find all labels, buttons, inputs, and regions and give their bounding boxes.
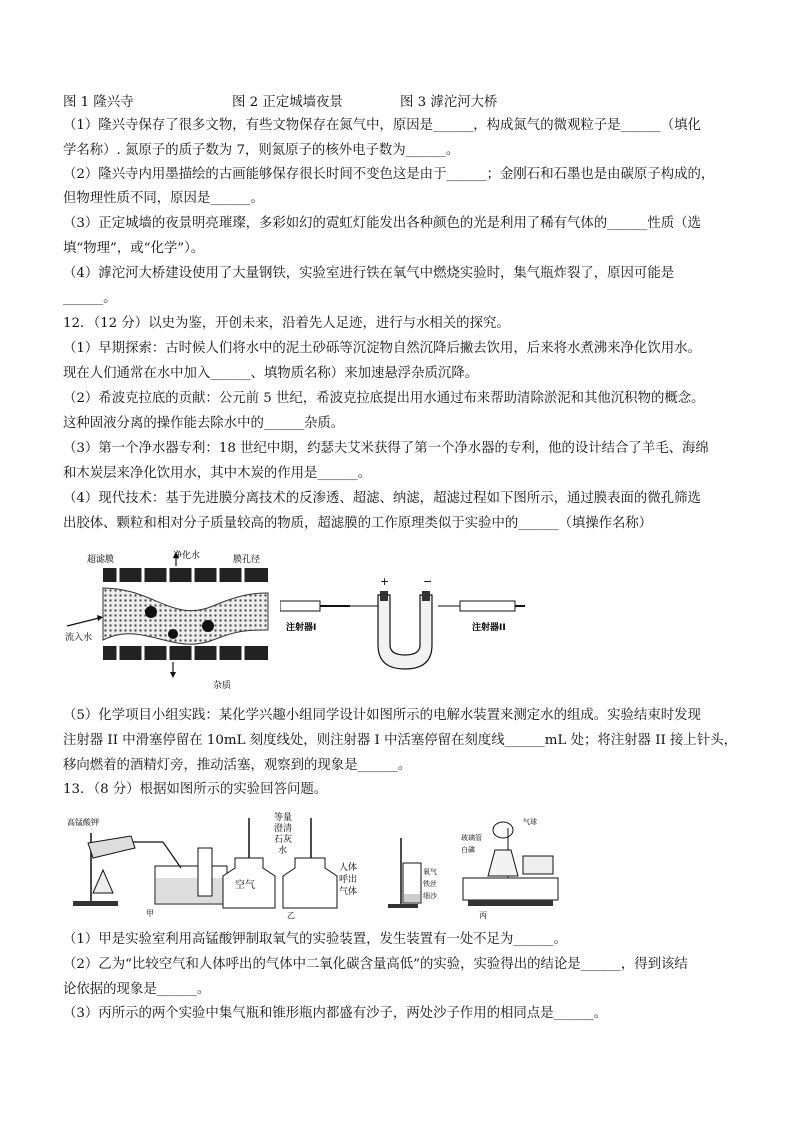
- impurity-particle: [202, 620, 214, 632]
- label-membrane: 超滤膜: [87, 555, 115, 565]
- experiment-figures: [63, 808, 583, 920]
- q11-line: 填“物理”，或“化学”）。: [63, 241, 205, 256]
- label-phosphorus: 白磷: [461, 846, 475, 854]
- q11-line: （1）隆兴寺保存了很多文物，有些文物保存在氮气中，原因是______，构成氮气的微观粒子是______（填化: [63, 118, 701, 133]
- label-air: 空气: [235, 880, 255, 891]
- label-syringe-one: 注射器I: [286, 623, 317, 633]
- impurity-particle: [145, 606, 157, 618]
- label-breath3: 气体: [339, 887, 358, 897]
- label-inflow: 流入水: [65, 633, 93, 643]
- label-equal: 等量: [274, 813, 293, 823]
- apparatus-yi: [223, 811, 357, 920]
- label-bing: 丙: [479, 911, 487, 920]
- label-lime: 石灰: [274, 835, 293, 845]
- q11-line: （2）隆兴寺内用墨描绘的古画能够保存很长时间不变色这是由于______；金刚石和石墨也是由碳原子构成的，: [63, 167, 715, 182]
- label-sand: 细沙: [423, 892, 437, 900]
- label-pore: 膜孔径: [233, 555, 261, 565]
- q11-line: （3）正定城墙的夜景明亮璀璨，多彩如幻的霓虹灯能发出各种颜色的光是利用了稀有气体的______性质（选: [63, 216, 701, 231]
- q13-heading: 13．（8 分）根据如图所示的实验回答问题。: [63, 782, 328, 797]
- q12-line: 出胶体、颗粒和相对分子质量较高的物质，超滤膜的工作原理类似于实验中的______（填操作名称）: [63, 516, 653, 531]
- label-iron: 铁丝: [423, 880, 437, 888]
- q12-line: （1）早期探索：古时候人们将水中的泥土砂砾等沉淀物自然沉降后撇去饮用，后来将水煮沸来净化饮用水。: [63, 341, 701, 356]
- label-balloon: 气球: [523, 818, 537, 826]
- apparatus-bing: [388, 817, 558, 920]
- q12-line: 移向燃着的酒精灯旁，推动活塞，观察到的现象是______。: [63, 758, 412, 773]
- label-water: 水: [278, 846, 288, 856]
- label-glass-tube: 玻璃管: [461, 834, 482, 842]
- q13-line: 论依据的现象是______。: [63, 982, 211, 997]
- q11-line: 学名称）. 氮原子的质子数为 7，则氮原子的核外电子数为______。: [63, 143, 460, 158]
- q13-line: （1）甲是实验室利用高锰酸钾制取氧气的实验装置，发生装置有一处不足为______。: [63, 932, 567, 947]
- q11-line: 但物理性质不同，原因是______。: [63, 191, 264, 206]
- q12-heading: 12．（12 分）以史为鉴，开创未来，沿着先人足迹，进行与水相关的探究。: [63, 316, 510, 331]
- u-tube: [378, 595, 432, 669]
- q13-line: （2）乙为“比较空气和人体呼出的气体中二氧化碳含量高低”的实验，实验得出的结论是______，得到该结: [63, 957, 688, 972]
- label-clean-water: 净化水: [173, 551, 201, 561]
- caption-fig2: 图 2 正定城墙夜景: [232, 95, 343, 110]
- label-kmno4: 高锰酸钾: [67, 818, 99, 827]
- label-oxygen: 氧气: [423, 868, 437, 876]
- q13-line: （3）丙所示的两个实验中集气瓶和锥形瓶内都盛有沙子，两处沙子作用的相同点是______。: [63, 1006, 608, 1021]
- q11-line: ______。: [63, 291, 117, 306]
- water-flow-band: [103, 588, 268, 644]
- impurity-particle: [168, 629, 178, 639]
- label-impurity: 杂质: [213, 681, 232, 691]
- label-breath1: 人体: [339, 863, 358, 873]
- label-yi: 乙: [287, 911, 295, 920]
- cathode-sign: −: [423, 575, 433, 588]
- label-clear: 澄清: [274, 824, 293, 834]
- label-breath2: 呼出: [339, 875, 358, 885]
- q11-line: （4）滹沱河大桥建设使用了大量钢铁，实验室进行铁在氧气中燃烧实验时，集气瓶炸裂了，原因可能是: [63, 266, 675, 281]
- label-syringe-two: 注射器II: [472, 623, 506, 633]
- q12-line: （2）希波克拉底的贡献：公元前 5 世纪，希波克拉底提出用水通过布来帮助清除淤泥和其他沉积物的概念。: [63, 391, 705, 406]
- syringe-one: [280, 601, 320, 611]
- apparatus-jia: [67, 817, 227, 918]
- q12-line: 这种固液分离的操作能去除水中的______杂质。: [63, 416, 345, 431]
- electrolysis-figure: [280, 575, 535, 673]
- caption-fig1: 图 1 隆兴寺: [63, 95, 134, 110]
- q12-line: 现在人们通常在水中加入______、填物质名称）来加速悬浮杂质沉降。: [63, 366, 479, 381]
- q12-line: 和木炭层来净化饮用水，其中木炭的作用是______。: [63, 466, 371, 481]
- label-jia: 甲: [146, 909, 154, 918]
- anode-sign: +: [380, 575, 390, 588]
- q12-line: （3）第一个净水器专利：18 世纪中期，约瑟夫艾米获得了第一个净水器的专利，他的设计结合了羊毛、海绵: [63, 441, 709, 456]
- q12-line: （4）现代技术：基于先进膜分离技术的反渗透、超滤、纳滤，超滤过程如下图所示，通过膜表面的微孔筛选: [63, 491, 701, 506]
- ultrafiltration-figure: [63, 548, 273, 693]
- q12-line: （5）化学项目小组实践：某化学兴趣小组同学设计如图所示的电解水装置来测定水的组成。实验结束时发现: [63, 708, 701, 723]
- caption-fig3: 图 3 滹沱河大桥: [400, 95, 498, 110]
- syringe-two: [460, 601, 515, 611]
- q12-line: 注射器 II 中滑塞停留在 10mL 刻度线处，则注射器 I 中活塞停留在刻度线______mL 处；将注射器 II 接上针头，: [63, 733, 737, 748]
